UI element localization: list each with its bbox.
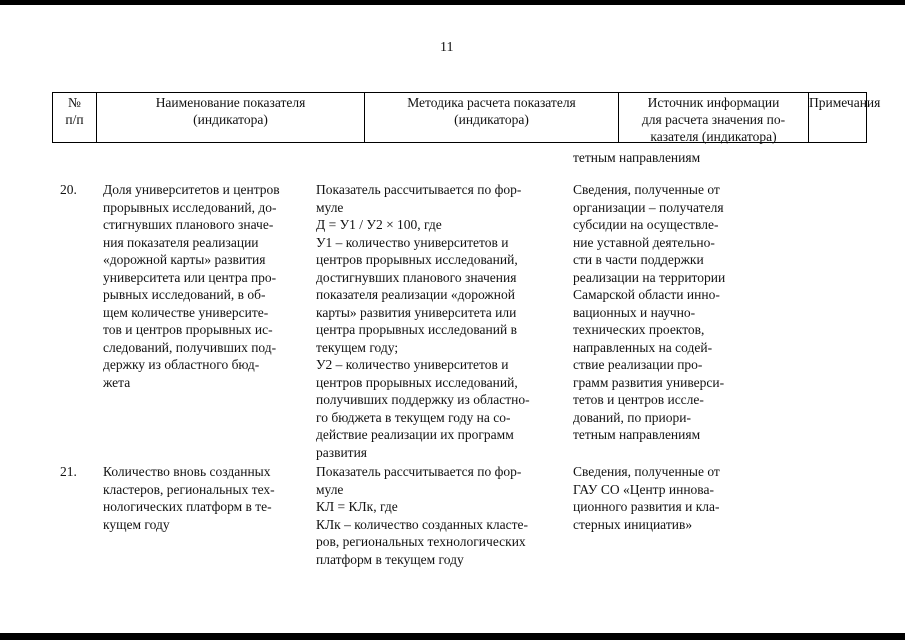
header-method: [365, 93, 619, 142]
text-line: получивших поддержку из областно-: [316, 392, 530, 407]
text-line: субсидии на осуществле-: [573, 217, 719, 232]
header-name-line: Наименование показателя: [155, 95, 306, 110]
text-line: тетным направлениям: [573, 427, 701, 442]
text-line: кущем году: [103, 516, 170, 532]
header-source: [619, 93, 809, 142]
text-line: технических проектов,: [573, 322, 705, 337]
text-line: жета: [103, 374, 131, 390]
text-line: центра прорывных исследований в: [316, 322, 517, 337]
header-method-line: Методика расчета показателя: [407, 95, 576, 110]
row-number: 21.: [60, 464, 77, 479]
text-line: карты» развития университета или: [316, 304, 517, 320]
text-line: центров прорывных исследований,: [316, 252, 518, 267]
text-line: щем количестве университе-: [103, 304, 269, 320]
text-line: дований, по приори-: [573, 409, 691, 425]
text-line: университета или центра про-: [103, 269, 277, 285]
header-source-line: для расчета значения по-: [641, 112, 786, 127]
text-line: грамм развития универси-: [573, 374, 725, 390]
text-line: показателя реализации «дорожной: [316, 287, 515, 302]
text-line: развития: [316, 444, 368, 460]
text-line: муле: [316, 199, 344, 215]
text-line: ГАУ СО «Центр иннова-: [573, 481, 714, 497]
information-source: [573, 181, 773, 444]
text-line: нологических платформ в те-: [103, 499, 272, 514]
continuation-text: тетным направлениям: [573, 150, 701, 165]
text-line: го бюджета в текущем году на со-: [316, 409, 511, 425]
information-source: [573, 463, 773, 533]
text-line: Д = У1 / У2 × 100, где: [316, 217, 442, 232]
text-line: тетов и центров иссле-: [573, 392, 704, 407]
text-line: Количество вновь созданных: [103, 464, 271, 479]
text-line: стигнувших планового значе-: [103, 217, 274, 232]
header-source-line: Источник информации: [647, 95, 780, 110]
header-num-line: №: [68, 95, 81, 110]
text-line: Сведения, полученные от: [573, 182, 720, 197]
header-num-line: п/п: [65, 112, 84, 127]
text-line: Показатель рассчитывается по фор-: [316, 182, 522, 197]
text-line: реализации на территории: [573, 269, 726, 285]
text-line: «дорожной карты» развития: [103, 252, 266, 267]
text-line: прорывных исследований, до-: [103, 199, 277, 215]
header-source-line: казателя (индикатора): [650, 129, 777, 144]
text-line: следований, получивших под-: [103, 339, 277, 355]
header-method-line: (индикатора): [454, 112, 529, 127]
text-line: У1 – количество университетов и: [316, 234, 509, 250]
text-line: КЛк – количество созданных класте-: [316, 516, 529, 532]
bottom-border: [0, 633, 905, 640]
top-border: [0, 0, 905, 5]
text-line: направленных на содей-: [573, 339, 713, 355]
text-line: ров, региональных технологических: [316, 534, 526, 549]
text-line: ние уставной деятельно-: [573, 234, 715, 250]
text-line: рывных исследований, в об-: [103, 287, 266, 302]
text-line: Доля университетов и центров: [103, 182, 280, 197]
header-notes-line: Примечания: [809, 95, 881, 110]
text-line: тов и центров прорывных ис-: [103, 322, 273, 337]
indicator-name: [103, 181, 309, 391]
header-name: [97, 93, 365, 142]
text-line: муле: [316, 481, 344, 497]
text-line: КЛ = КЛк, где: [316, 499, 398, 514]
text-line: текущем году;: [316, 339, 399, 355]
calculation-method: [316, 463, 566, 568]
text-line: ционного развития и кла-: [573, 499, 720, 514]
text-line: У2 – количество университетов и: [316, 357, 509, 372]
text-line: платформ в текущем году: [316, 551, 464, 567]
text-line: вационных и научно-: [573, 304, 696, 320]
page-number: 11: [440, 40, 454, 55]
text-line: организации – получателя: [573, 199, 724, 215]
row-number: 20.: [60, 182, 77, 197]
text-line: Сведения, полученные от: [573, 464, 720, 479]
calculation-method: [316, 181, 566, 461]
indicator-name: [103, 463, 309, 533]
header-notes: [809, 93, 881, 142]
table-header: [52, 92, 881, 144]
text-line: ствие реализации про-: [573, 357, 703, 372]
text-line: Показатель рассчитывается по фор-: [316, 464, 522, 479]
text-line: сти в части поддержки: [573, 252, 704, 267]
text-line: достигнувших планового значения: [316, 269, 517, 285]
text-line: ния показателя реализации: [103, 234, 259, 250]
text-line: держку из областного бюд-: [103, 357, 260, 372]
text-line: действие реализации их программ: [316, 427, 514, 442]
header-name-line: (индикатора): [193, 112, 268, 127]
text-line: кластеров, региональных тех-: [103, 481, 275, 497]
text-line: Самарской области инно-: [573, 287, 720, 302]
text-line: центров прорывных исследований,: [316, 374, 518, 390]
header-num: [53, 93, 97, 142]
text-line: стерных инициатив»: [573, 516, 693, 532]
